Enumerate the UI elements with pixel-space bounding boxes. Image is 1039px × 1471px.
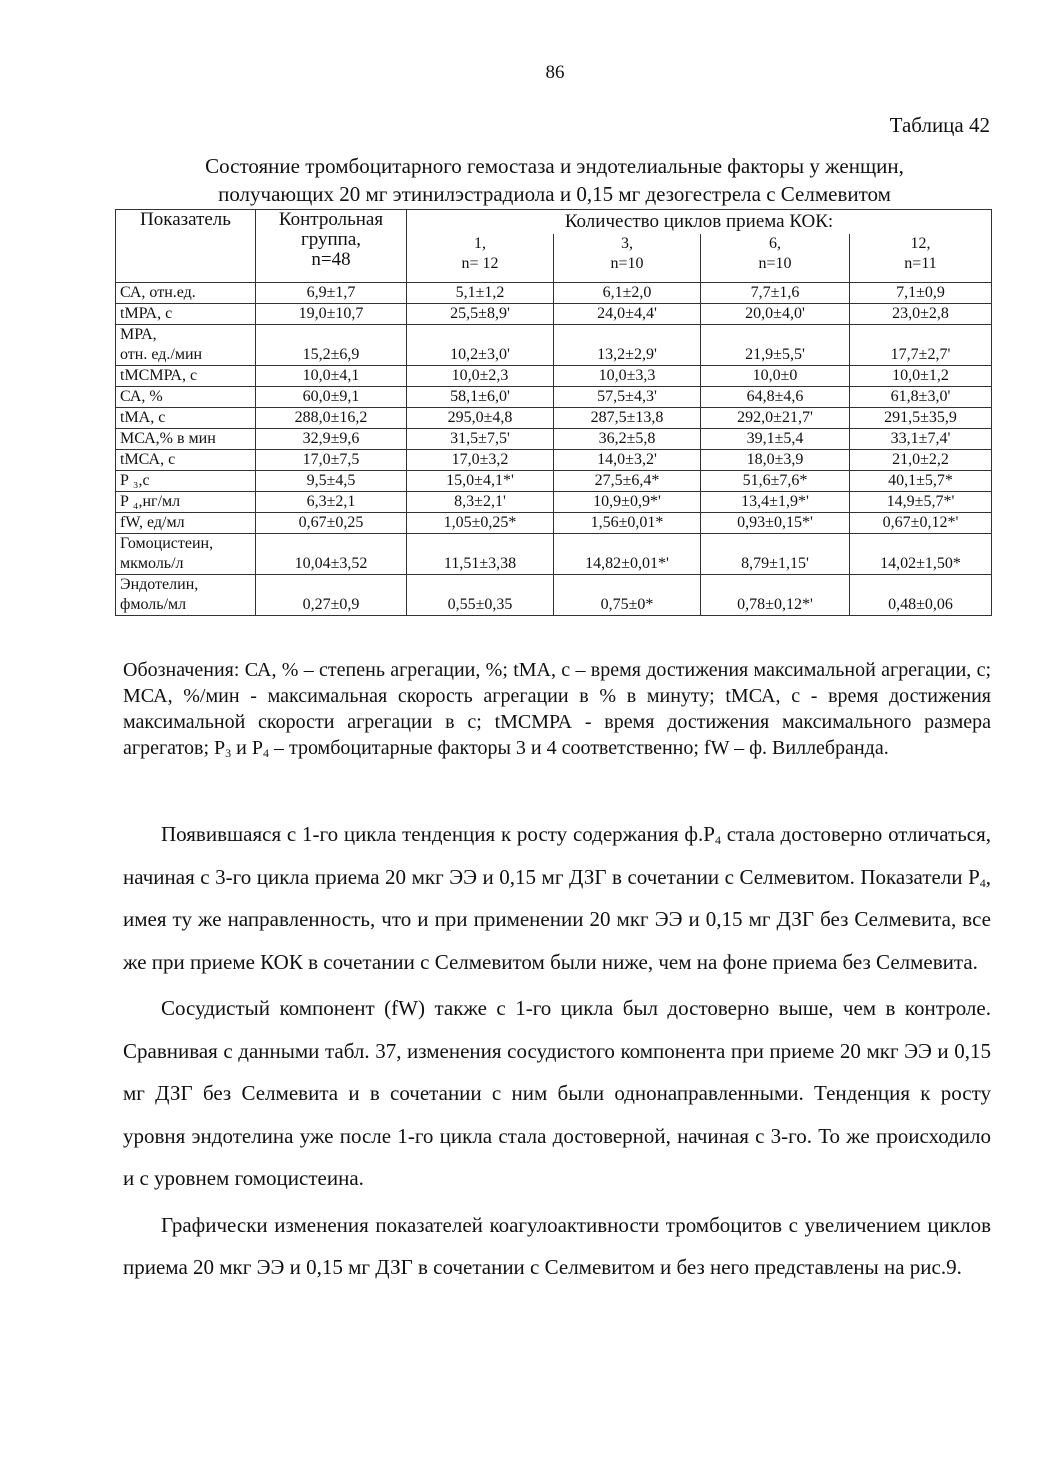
cell-cycle-3: 13,2±2,9' [554, 324, 701, 365]
cell-control: 288,0±16,2 [256, 407, 407, 428]
table-label: Таблица 42 [889, 113, 990, 137]
cell-cycle-3: 27,5±6,4* [554, 470, 701, 491]
cell-cycle-6: 21,9±5,5' [701, 324, 850, 365]
cell-cycle-3: 6,1±2,0 [554, 282, 701, 303]
cycle-12-n: n=11 [904, 255, 937, 272]
cell-cycle-1: 25,5±8,9' [407, 303, 554, 324]
cell-cycle-12: 21,0±2,2 [850, 449, 992, 470]
paragraph-2: Сосудистый компонент (fW) также с 1-го цикла был достоверно выше, чем в контроле. Сравнивая с данными табл. 37, изменения сосудистого компонента при приеме 20 мкг ЭЭ и 0,15 мг ДЗГ без Селмевита и в сочетании с ним были однонаправленными. Тенденция к росту уровня эндотелина уже после 1-го цикла стала достоверной, начиная с 3-го. То же происходило и с уровнем гомоцистеина. [123, 996, 991, 1190]
cell-control: 32,9±9,6 [256, 428, 407, 449]
p1-text-c: , имея ту же направленность, что и при применении 20 мкг ЭЭ и 0,15 мг ДЗГ без Селмевита, все же при приеме КОК в сочетании с Селмевитом были ниже, чем на фоне приема без Селмевита. [123, 864, 991, 974]
row-label [116, 282, 256, 303]
row-label [116, 386, 256, 407]
caption-line-1: Состояние тромбоцитарного гемостаза и эндотелиальные факторы у женщин, [205, 154, 904, 178]
cell-control: 10,04±3,52 [256, 533, 407, 574]
header-cycle-1 [407, 234, 554, 282]
cell-cycle-12: 14,02±1,50* [850, 533, 992, 574]
page-number: 86 [545, 62, 565, 83]
row-label-line-1: МСА,% в мин [120, 429, 216, 447]
data-table [115, 209, 992, 616]
table-row [116, 470, 992, 491]
cell-cycle-1: 5,1±1,2 [407, 282, 554, 303]
p1-sub-1: 4 [714, 833, 721, 847]
header-cycle-6 [701, 234, 850, 282]
row-label [116, 324, 256, 365]
table-row [116, 533, 992, 574]
table-row [116, 574, 992, 615]
row-label [116, 365, 256, 386]
row-label [116, 512, 256, 533]
row-label-line-1: tМА, с [120, 408, 166, 426]
cell-cycle-6: 10,0±0 [701, 365, 850, 386]
cell-cycle-6: 51,6±7,6* [701, 470, 850, 491]
cell-cycle-6: 39,1±5,4 [701, 428, 850, 449]
notes-sub-1: 3 [225, 746, 232, 760]
cell-cycle-12: 0,48±0,06 [850, 574, 992, 615]
notes-sub-2: 4 [262, 746, 269, 760]
row-label [116, 491, 256, 512]
row-label [116, 428, 256, 449]
cell-control: 6,3±2,1 [256, 491, 407, 512]
cell-cycle-12: 10,0±1,2 [850, 365, 992, 386]
cell-control: 17,0±7,5 [256, 449, 407, 470]
row-label-line-1: tМРА, с [120, 304, 173, 322]
cell-cycle-1: 8,3±2,1' [407, 491, 554, 512]
cell-cycle-12: 14,9±5,7*' [850, 491, 992, 512]
cell-cycle-6: 20,0±4,0' [701, 303, 850, 324]
table-caption [119, 152, 990, 208]
header-control-line-3: n=48 [311, 249, 351, 270]
cell-cycle-12: 0,67±0,12*' [850, 512, 992, 533]
row-label [116, 533, 256, 574]
table-row [116, 282, 992, 303]
cell-cycle-3: 14,82±0,01*' [554, 533, 701, 574]
cell-cycle-1: 295,0±4,8 [407, 407, 554, 428]
header-control-line-2: группа, [300, 229, 362, 250]
row-label-line-1: СА, % [120, 387, 163, 405]
row-label [116, 470, 256, 491]
cell-cycle-3: 14,0±3,2' [554, 449, 701, 470]
cell-cycle-6: 0,78±0,12*' [701, 574, 850, 615]
cell-cycle-12: 291,5±35,9 [850, 407, 992, 428]
cell-cycle-6: 8,79±1,15' [701, 533, 850, 574]
cycle-3-n: n=10 [610, 255, 644, 272]
table-row [116, 365, 992, 386]
cell-control: 15,2±6,9 [256, 324, 407, 365]
cell-cycle-3: 57,5±4,3' [554, 386, 701, 407]
p1-sub-2: 4 [979, 875, 986, 890]
header-indicator: Показатель [116, 210, 256, 283]
paragraph-1 [123, 813, 991, 983]
row-label-line-1: МРА, [120, 325, 157, 343]
p1-text-b: стала достоверно отличаться, начиная с 3-го цикла приема 20 мкг ЭЭ и 0,15 мг ДЗГ в сочетании с Селмевитом. Показатели Р [123, 822, 991, 889]
body-text [123, 813, 991, 1289]
table-row [116, 324, 992, 365]
cell-cycle-12: 23,0±2,8 [850, 303, 992, 324]
table-notes [123, 657, 991, 761]
table-row [116, 428, 992, 449]
cell-control: 19,0±10,7 [256, 303, 407, 324]
cell-control: 0,67±0,25 [256, 512, 407, 533]
cell-cycle-1: 31,5±7,5' [407, 428, 554, 449]
cell-cycle-3: 0,75±0* [554, 574, 701, 615]
cell-control: 60,0±9,1 [256, 386, 407, 407]
table-row [116, 449, 992, 470]
cell-cycle-3: 1,56±0,01* [554, 512, 701, 533]
row-label-line-1: tМСМРА, с [120, 366, 198, 384]
table-row [116, 386, 992, 407]
cell-cycle-1: 58,1±6,0' [407, 386, 554, 407]
caption-line-2: получающих 20 мг этинилэстрадиола и 0,15 мг дезогестрела с Селмевитом [218, 182, 891, 206]
paragraph-3: Графически изменения показателей коагулоактивности тромбоцитов с увеличением циклов приема 20 мкг ЭЭ и 0,15 мг ДЗГ в сочетании с Селмевитом и без него представлены на рис.9. [123, 1212, 991, 1279]
notes-text-2: и Р [231, 737, 263, 759]
header-cycles-title: Количество циклов приема КОК: [407, 210, 992, 235]
cell-cycle-1: 10,0±2,3 [407, 365, 554, 386]
cycle-6-n: n=10 [758, 255, 792, 272]
row-label [116, 449, 256, 470]
cell-cycle-12: 61,8±3,0' [850, 386, 992, 407]
cell-cycle-6: 0,93±0,15*' [701, 512, 850, 533]
cell-cycle-12: 33,1±7,4' [850, 428, 992, 449]
header-cycle-12 [850, 234, 992, 282]
cycle-12-number: 12, [910, 235, 931, 252]
row-label [116, 574, 256, 615]
cell-cycle-3: 36,2±5,8 [554, 428, 701, 449]
p1-text-a: Появившаяся с 1-го цикла тенденция к росту содержания ф.Р [161, 822, 715, 846]
table-row [116, 303, 992, 324]
table-row [116, 512, 992, 533]
cell-cycle-6: 18,0±3,9 [701, 449, 850, 470]
cell-control: 10,0±4,1 [256, 365, 407, 386]
cell-cycle-3: 24,0±4,4' [554, 303, 701, 324]
notes-text-3: – тромбоцитарные факторы 3 и 4 соответственно; fW – ф. Виллебранда. [268, 737, 889, 759]
table-row [116, 491, 992, 512]
row-label-line-1: tМСА, с [120, 450, 176, 468]
cell-cycle-12: 17,7±2,7' [850, 324, 992, 365]
row-label-line-1: Гомоцистеин, [120, 534, 214, 552]
cell-cycle-3: 287,5±13,8 [554, 407, 701, 428]
table-row [116, 407, 992, 428]
row-label-line-1: СА, отн.ед. [120, 283, 196, 301]
row-label-line-1: fW, ед/мл [120, 513, 185, 531]
row-label-line-2: мкмоль/л [120, 554, 184, 572]
row-label-line-1: Р ₃,с [120, 471, 150, 489]
cell-cycle-6: 7,7±1,6 [701, 282, 850, 303]
cell-cycle-3: 10,9±0,9*' [554, 491, 701, 512]
cell-cycle-1: 15,0±4,1*' [407, 470, 554, 491]
row-label [116, 303, 256, 324]
cell-control: 0,27±0,9 [256, 574, 407, 615]
notes-text-1: Обозначения: СА, % – степень агрегации, %; tМА, с – время достижения максимальной агрегации, с; МСА, %/мин - максимальная скорость агрегации в % в минуту; tМСА, с - время достижения максимальной скорости агрегации в с; tМСМРА - время достижения максимального размера агрегатов; Р [123, 659, 991, 759]
cell-control: 6,9±1,7 [256, 282, 407, 303]
cell-cycle-12: 40,1±5,7* [850, 470, 992, 491]
row-label-line-2: фмоль/мл [120, 595, 187, 613]
cell-cycle-1: 10,2±3,0' [407, 324, 554, 365]
cell-cycle-6: 64,8±4,6 [701, 386, 850, 407]
cycle-3-number: 3, [621, 235, 633, 252]
cell-cycle-1: 0,55±0,35 [407, 574, 554, 615]
cell-cycle-1: 1,05±0,25* [407, 512, 554, 533]
cycle-6-number: 6, [769, 235, 781, 252]
header-control [256, 210, 407, 283]
cycle-1-n: n= 12 [461, 255, 499, 272]
cycle-1-number: 1, [474, 235, 486, 252]
cell-cycle-1: 17,0±3,2 [407, 449, 554, 470]
row-label [116, 407, 256, 428]
cell-cycle-12: 7,1±0,9 [850, 282, 992, 303]
cell-cycle-3: 10,0±3,3 [554, 365, 701, 386]
cell-cycle-6: 292,0±21,7' [701, 407, 850, 428]
header-cycle-3 [554, 234, 701, 282]
table-body [116, 282, 992, 615]
cell-control: 9,5±4,5 [256, 470, 407, 491]
row-label-line-2: отн. ед./мин [120, 345, 203, 363]
row-label-line-1: Эндотелин, [120, 575, 199, 593]
header-control-line-1: Контрольная [278, 209, 384, 230]
cell-cycle-6: 13,4±1,9*' [701, 491, 850, 512]
cell-cycle-1: 11,51±3,38 [407, 533, 554, 574]
row-label-line-1: Р ₄,нг/мл [120, 492, 181, 510]
